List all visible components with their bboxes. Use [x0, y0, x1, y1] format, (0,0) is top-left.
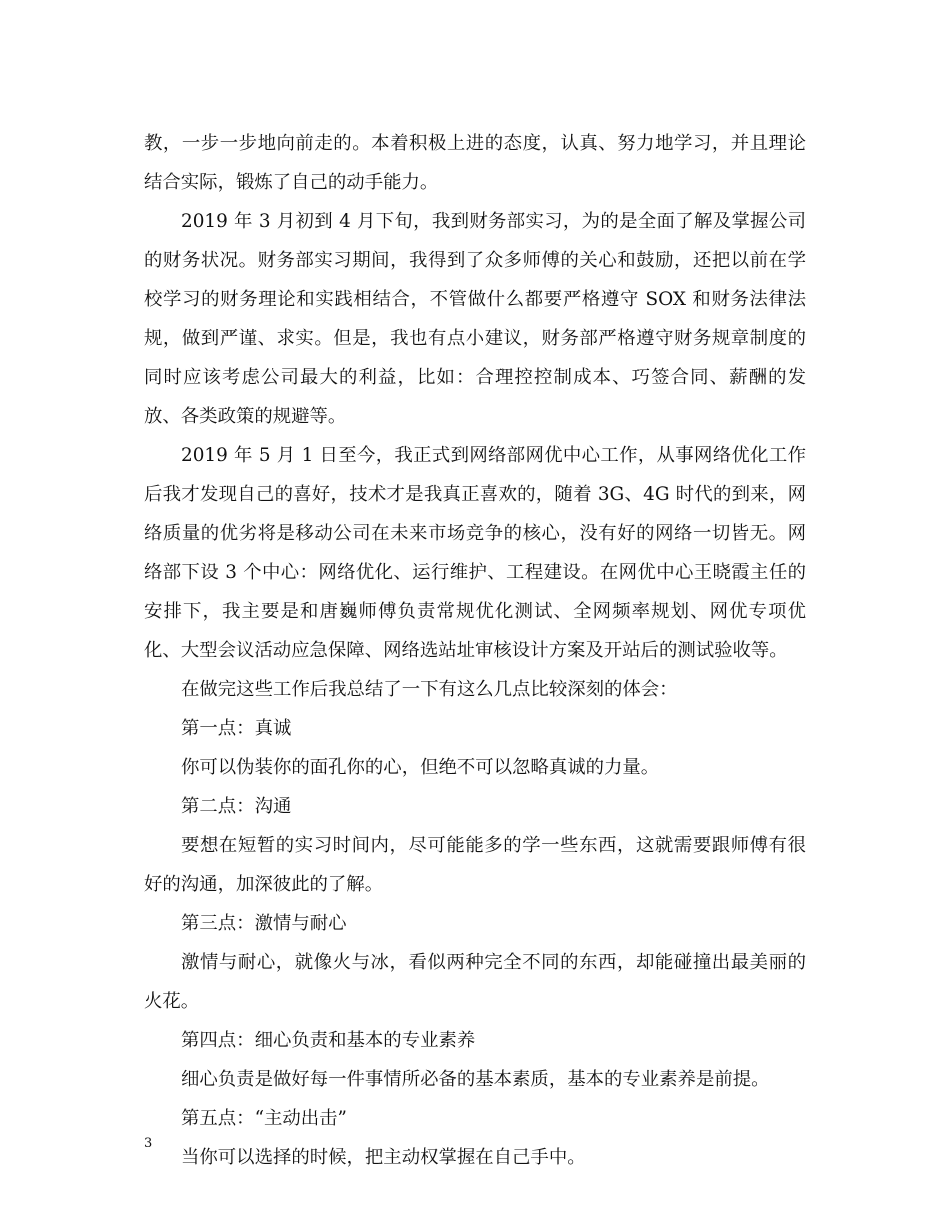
paragraph: 2019 年 3 月初到 4 月下旬，我到财务部实习，为的是全面了解及掌握公司的财务状况。财务部实习期间，我得到了众多师傅的关心和鼓励，还把以前在学校学习的财务理论和实践相结合，不管做什么都要严格遵守 SOX 和财务法律法规，做到严谨、求实。但是，我也有点小建议，财务部严格遵守财务规章制度的同时应该考虑公司最大的利益，比如：合理控控制成本、巧签合同、薪酬的发放、各类政策的规避等。: [144, 211, 806, 427]
paragraph: 激情与耐心，就像火与冰，看似两种完全不同的东西，却能碰撞出最美丽的火花。: [144, 952, 806, 1012]
paragraph: 你可以伪装你的面孔你的心，但绝不可以忽略真诚的力量。: [181, 757, 660, 778]
section-heading: 第一点：真诚: [181, 718, 292, 739]
document-body: [144, 124, 806, 1177]
page-number: 3: [144, 1136, 153, 1151]
section-heading: 第二点：沟通: [181, 796, 292, 817]
paragraph: 当你可以选择的时候，把主动权掌握在自己手中。: [181, 1147, 586, 1168]
paragraph: 在做完这些工作后我总结了一下有这么几点比较深刻的体会：: [181, 679, 678, 700]
section-heading: 第五点：“主动出击”: [181, 1108, 347, 1129]
paragraph: 2019 年 5 月 1 日至今，我正式到网络部网优中心工作，从事网络优化工作后我才发现自己的喜好，技术才是我真正喜欢的，随着 3G、4G 时代的到来，网络质量的优劣将是移动公司在未来市场竞争的核心，没有好的网络一切皆无。网络部下设 3 个中心：网络优化、运行维护、工程建设。在网优中心王晓霞主任的安排下，我主要是和唐巍师傅负责常规优化测试、全网频率规划、网优专项优化、大型会议活动应急保障、网络选站址审核设计方案及开站后的测试验收等。: [144, 445, 806, 661]
paragraph: 要想在短暂的实习时间内，尽可能能多的学一些东西，这就需要跟师傅有很好的沟通，加深彼此的了解。: [144, 835, 806, 895]
paragraph: 教，一步一步地向前走的。本着积极上进的态度，认真、努力地学习，并且理论结合实际，锻炼了自己的动手能力。: [144, 133, 806, 193]
paragraph: 细心负责是做好每一件事情所必备的基本素质，基本的专业素养是前提。: [181, 1069, 770, 1090]
section-heading: 第三点：激情与耐心: [181, 913, 347, 934]
section-heading: 第四点：细心负责和基本的专业素养: [181, 1030, 476, 1051]
